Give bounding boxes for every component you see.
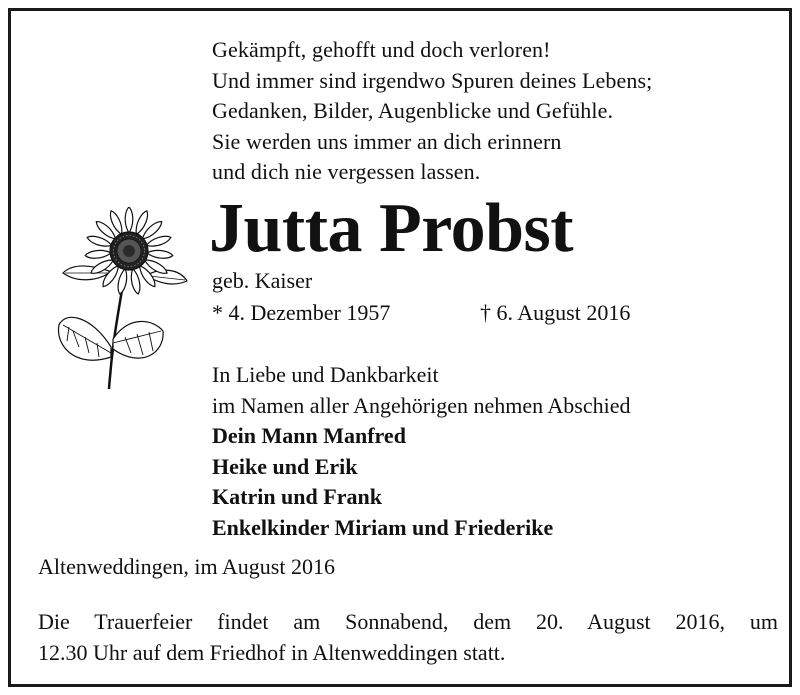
mourner-name: Enkelkinder Miriam und Friederike <box>212 514 554 540</box>
birth-date: * 4. Dezember 1957 <box>212 300 391 325</box>
death-date: † 6. August 2016 <box>480 300 631 325</box>
poem-line: Gekämpft, gehofft und doch verloren! <box>212 37 551 62</box>
funeral-notice <box>38 607 778 668</box>
sunflower-icon <box>51 207 191 397</box>
poem-line: Gedanken, Bilder, Augenblicke und Gefühle. <box>212 98 614 123</box>
mourner-name: Dein Mann Manfred <box>212 423 406 448</box>
funeral-notice-line: Die Trauerfeier findet am Sonnabend, dem 20. August 2016, um <box>38 609 778 634</box>
funeral-notice-line: 12.30 Uhr auf dem Friedhof in Altenweddingen statt. <box>38 639 506 665</box>
poem-line: Sie werden uns immer an dich erinnern <box>212 128 562 154</box>
mourner-name: Katrin und Frank <box>212 484 382 509</box>
maiden-name: geb. Kaiser <box>212 268 313 293</box>
mourner-name: Heike und Erik <box>212 453 358 479</box>
mourners-block <box>212 360 631 543</box>
place-and-date: Altenweddingen, im August 2016 <box>38 554 335 579</box>
deceased-name: Jutta Probst <box>209 190 574 267</box>
mourners-intro-line: im Namen aller Angehörigen nehmen Abschied <box>212 392 631 418</box>
mourners-intro-line: In Liebe und Dankbarkeit <box>212 362 439 387</box>
obituary-frame <box>8 8 792 687</box>
poem-line: und dich nie vergessen lassen. <box>212 159 481 184</box>
poem-line: Und immer sind irgendwo Spuren deines Lebens; <box>212 67 653 93</box>
memorial-poem <box>212 35 652 188</box>
